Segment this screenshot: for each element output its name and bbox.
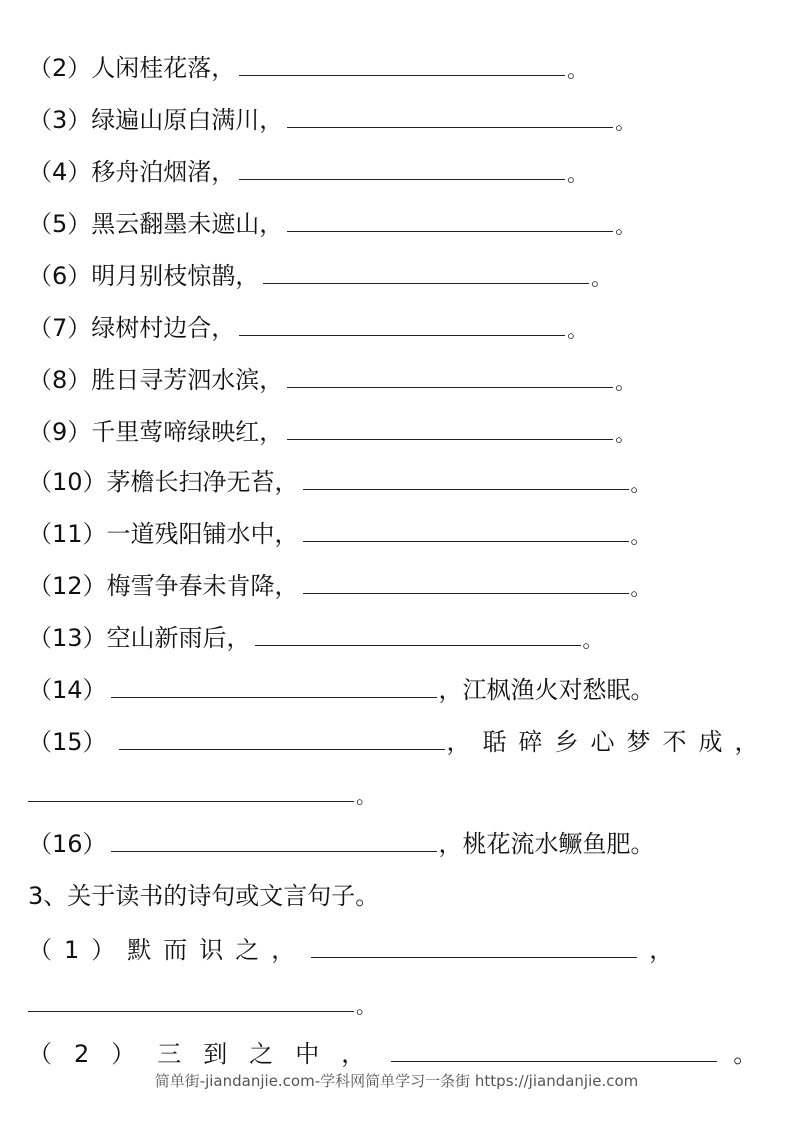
question-item: [28, 610, 603, 650]
answer-blank[interactable]: [391, 1060, 717, 1062]
answer-blank[interactable]: [303, 488, 629, 490]
answer-blank[interactable]: [111, 850, 437, 852]
item-text: （6）明月别枝惊鹊，: [28, 262, 260, 290]
item-end: 。: [733, 1040, 758, 1068]
item-end: 。: [630, 472, 651, 496]
answer-blank[interactable]: [28, 800, 354, 802]
item-text: （3）绿遍山原白满川，: [28, 106, 284, 134]
s3-question-1-cont: [28, 976, 376, 1016]
question-item: [28, 454, 651, 494]
item-text: （1）默而识之，: [28, 936, 308, 964]
question-item: [28, 300, 587, 340]
item-end: 。: [356, 994, 376, 1018]
question-item-16: [28, 816, 655, 856]
item-text: （14）: [28, 676, 107, 704]
answer-blank[interactable]: [311, 956, 637, 958]
answer-blank[interactable]: [263, 282, 589, 284]
item-text: （4）移舟泊烟渚，: [28, 158, 236, 186]
item-text-mid: ，: [649, 936, 674, 964]
question-item: [28, 248, 611, 288]
question-item: [28, 506, 651, 546]
item-end: 。: [615, 370, 636, 394]
item-end: 。: [567, 162, 588, 186]
item-text: （2）三到之中，: [28, 1040, 388, 1068]
item-text: （8）胜日寻芳泗水滨，: [28, 366, 284, 394]
item-end: ，江枫渔火对愁眠。: [438, 676, 655, 704]
item-text: （15）: [28, 728, 107, 756]
question-item-14: [28, 662, 655, 702]
answer-blank[interactable]: [287, 126, 613, 128]
footer-watermark: 简单街-jiandanjie.com-学科网简单学习一条街 https://jiandanjie.com: [154, 1072, 639, 1090]
section-3-title: 3、关于读书的诗句或文言句子。: [28, 882, 380, 910]
item-text: （7）绿树村边合，: [28, 314, 236, 342]
item-end: 。: [582, 628, 603, 652]
item-text: （5）黑云翻墨未遮山，: [28, 210, 284, 238]
question-item-15-cont: [28, 766, 376, 806]
item-end: ，桃花流水鳜鱼肥。: [438, 830, 655, 858]
answer-blank[interactable]: [303, 540, 629, 542]
answer-blank[interactable]: [28, 1010, 354, 1012]
item-text: （13）空山新雨后，: [28, 624, 251, 652]
question-item: [28, 558, 651, 598]
item-end: 。: [615, 422, 636, 446]
answer-blank[interactable]: [255, 644, 581, 646]
question-item: [28, 404, 635, 444]
answer-blank[interactable]: [239, 74, 565, 76]
answer-blank[interactable]: [111, 696, 437, 698]
item-end: 。: [591, 266, 612, 290]
item-end: 。: [567, 58, 588, 82]
item-text-mid: ，聒碎乡心梦不成，: [446, 728, 771, 756]
answer-blank[interactable]: [287, 438, 613, 440]
item-end: 。: [615, 214, 636, 238]
question-item: [28, 92, 635, 132]
answer-blank[interactable]: [287, 230, 613, 232]
answer-blank[interactable]: [239, 178, 565, 180]
item-end: 。: [630, 576, 651, 600]
item-end: 。: [356, 784, 376, 808]
answer-blank[interactable]: [239, 334, 565, 336]
question-item: [28, 196, 635, 236]
answer-blank[interactable]: [287, 386, 613, 388]
question-item: [28, 144, 587, 184]
question-item: [28, 40, 587, 80]
question-item: [28, 352, 635, 392]
item-text: （9）千里莺啼绿映红，: [28, 418, 284, 446]
question-item-15: [28, 714, 771, 754]
answer-blank[interactable]: [119, 748, 445, 750]
s3-question-1: [28, 922, 673, 962]
item-text: （11）一道残阳铺水中，: [28, 520, 299, 548]
item-text: （10）茅檐长扫净无苔，: [28, 468, 299, 496]
item-text: （16）: [28, 830, 107, 858]
answer-blank[interactable]: [303, 592, 629, 594]
s3-question-2: [28, 1026, 757, 1066]
item-end: 。: [615, 110, 636, 134]
item-end: 。: [567, 318, 588, 342]
item-text: （12）梅雪争春未肯降，: [28, 572, 299, 600]
item-end: 。: [630, 524, 651, 548]
item-text: （2）人闲桂花落，: [28, 54, 236, 82]
